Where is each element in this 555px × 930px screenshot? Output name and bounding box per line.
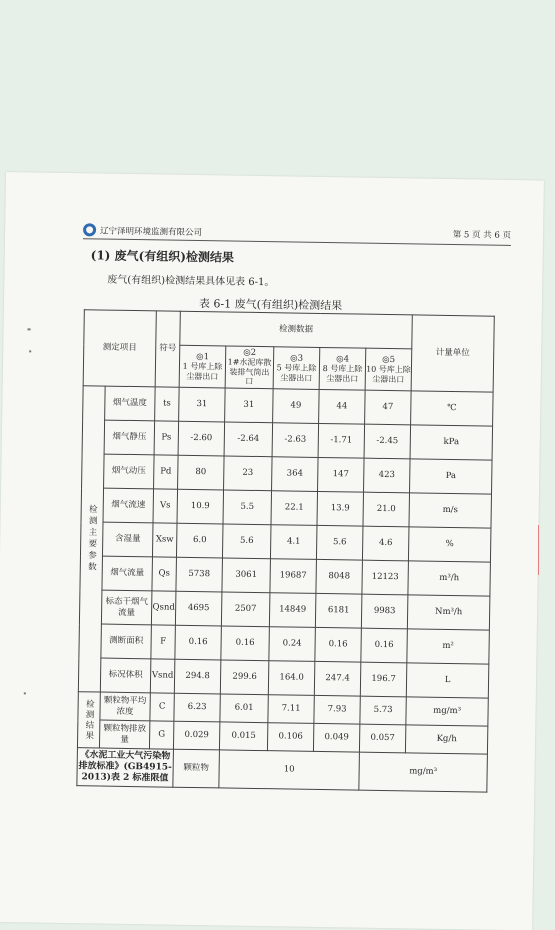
param-value: 196.7	[360, 662, 407, 697]
param-unit: kPa	[410, 425, 493, 460]
param-value: 5738	[176, 557, 223, 592]
param-name: 烟气动压	[104, 454, 155, 489]
param-value: 0.16	[315, 627, 362, 662]
param-name: 烟气流量	[102, 556, 153, 591]
param-value: -2.60	[178, 421, 225, 456]
intro-text: 废气(有组织)检测结果具体见表 6-1。	[107, 274, 275, 289]
param-symbol: Qs	[152, 557, 177, 591]
sampling-point-name: 10 号库上除尘器出口	[366, 364, 411, 384]
param-value: 5.6	[316, 525, 363, 560]
paper-mark	[28, 328, 31, 330]
param-name: 烟气流速	[103, 488, 154, 523]
param-value: 21.0	[363, 492, 410, 527]
param-value: 14849	[269, 593, 316, 628]
param-value: -2.45	[364, 424, 411, 459]
param-value: 80	[178, 455, 225, 490]
result-unit: Kg/h	[405, 725, 487, 754]
sampling-point-id: ◎2	[243, 347, 257, 358]
detect-data-header: 检测数据	[180, 311, 413, 349]
paper-mark	[24, 692, 26, 694]
param-symbol: Vsnd	[150, 659, 175, 693]
param-name: 烟气静压	[104, 420, 155, 455]
param-value: 0.24	[269, 627, 316, 662]
standard-limit: 10	[219, 750, 360, 790]
param-symbol: F	[151, 625, 176, 659]
param-value: 6181	[315, 593, 362, 628]
param-value: 6.0	[176, 523, 223, 558]
result-value: 6.23	[174, 693, 220, 722]
result-symbol: G	[149, 721, 173, 749]
param-value: 294.8	[174, 659, 221, 694]
result-unit: mg/m³	[406, 697, 488, 726]
param-value: 31	[225, 388, 274, 423]
param-value: 147	[318, 457, 365, 492]
result-value: 0.049	[313, 723, 359, 752]
result-value: 0.057	[359, 724, 405, 753]
standard-row	[77, 748, 488, 792]
param-value: 0.16	[221, 626, 270, 661]
standard-unit: mg/m³	[359, 752, 488, 792]
param-value: -2.63	[272, 423, 319, 458]
sampling-point-header	[225, 346, 274, 389]
param-symbol: Xsw	[152, 523, 177, 557]
param-value: 4.6	[362, 526, 409, 561]
param-unit: m/s	[409, 493, 492, 528]
param-unit: L	[406, 663, 489, 698]
param-value: 13.9	[317, 491, 364, 526]
result-value: 0.029	[173, 721, 219, 750]
param-value: 47	[365, 390, 412, 425]
item-header: 测定项目	[83, 310, 156, 387]
param-unit: m³/h	[408, 561, 491, 596]
unit-header: 计量单位	[411, 315, 494, 392]
param-value: -2.64	[224, 422, 273, 457]
result-value: 0.015	[219, 722, 267, 751]
header-row	[84, 310, 495, 350]
result-value: 7.93	[314, 695, 360, 724]
param-value: 22.1	[271, 491, 318, 526]
param-unit: ℃	[411, 391, 494, 426]
page-number: 第 5 页 共 6 页	[452, 230, 512, 241]
param-symbol: Ps	[154, 421, 179, 455]
param-unit: Pa	[410, 459, 493, 494]
sampling-point-id: ◎5	[382, 354, 396, 365]
param-value: 3061	[222, 558, 271, 593]
sampling-point-id: ◎1	[196, 351, 210, 363]
result-symbol: C	[150, 693, 174, 721]
param-value: 247.4	[314, 661, 361, 696]
sampling-point-name: 8 号库上除尘器出口	[322, 363, 363, 384]
param-value: 299.6	[220, 660, 269, 695]
result-value: 6.01	[220, 694, 268, 723]
param-value: 8048	[316, 559, 363, 594]
result-value: 0.106	[267, 723, 313, 752]
group-label-main: 检测主要参数	[78, 386, 105, 692]
section-title: (1) 废气(有组织)检测结果	[90, 248, 235, 265]
result-value: 5.73	[360, 696, 406, 725]
sampling-point-name: 5 号库上除尘器出口	[276, 363, 317, 383]
sampling-point-name: 1#水泥库散装排气筒出口	[227, 357, 272, 387]
param-value: 2507	[221, 592, 270, 627]
param-value: 164.0	[268, 661, 315, 696]
table-title: 表 6-1 废气(有组织)检测结果	[198, 297, 343, 313]
result-name: 颗粒物平均浓度	[100, 692, 150, 721]
param-value: 44	[319, 389, 366, 424]
standard-pollutant: 颗粒物	[173, 749, 220, 788]
param-value: 31	[179, 387, 226, 422]
param-name: 标态干烟气流量	[101, 590, 152, 625]
param-name: 测断面积	[101, 624, 152, 659]
symbol-header: 符号	[155, 311, 180, 387]
page-header	[83, 224, 511, 246]
param-value: 364	[272, 457, 319, 492]
param-value: 423	[364, 458, 411, 493]
sampling-point-header	[179, 345, 226, 388]
param-value: 5.6	[222, 524, 271, 559]
group-label-result: 检测结果	[77, 692, 100, 748]
param-value: 49	[273, 389, 320, 424]
sampling-point-header	[273, 347, 320, 390]
param-value: 5.5	[223, 490, 272, 525]
param-symbol: ts	[155, 387, 180, 421]
param-value: -1.71	[318, 423, 365, 458]
sampling-point-id: ◎4	[336, 354, 350, 365]
param-name: 含湿量	[102, 522, 153, 557]
company-name: 辽宁泽明环境监测有限公司	[99, 226, 203, 239]
sampling-point-name: 1 号库上除尘器出口	[182, 361, 223, 381]
param-unit: m²	[407, 629, 490, 664]
param-value: 4695	[175, 591, 222, 626]
document-page	[0, 172, 544, 930]
result-value: 7.11	[268, 695, 314, 724]
param-value: 19687	[270, 559, 317, 594]
param-value: 23	[224, 456, 273, 491]
company-logo-icon	[83, 223, 96, 236]
param-unit: Nm³/h	[407, 595, 490, 630]
param-name: 烟气温度	[105, 386, 156, 421]
stamp-edge	[538, 525, 555, 575]
sampling-point-header	[319, 347, 366, 390]
param-value: 10.9	[177, 489, 224, 524]
param-name: 标况体积	[100, 658, 151, 693]
standard-label: 《水泥工业大气污染物排放标准》(GB4915-2013)表 2 标准限值	[77, 748, 174, 788]
param-symbol: Vs	[153, 489, 178, 523]
paper-mark	[29, 350, 31, 352]
param-symbol: Qsnd	[151, 591, 176, 625]
sampling-point-id: ◎3	[290, 353, 304, 364]
sampling-point-header	[365, 348, 412, 391]
table-body	[77, 310, 494, 792]
results-table	[76, 309, 494, 792]
param-symbol: Pd	[154, 455, 179, 489]
param-value: 4.1	[270, 525, 317, 560]
param-value: 0.16	[175, 625, 222, 660]
param-value: 12123	[362, 560, 409, 595]
param-unit: %	[408, 527, 491, 562]
result-name: 颗粒物排放量	[99, 720, 149, 749]
param-value: 0.16	[361, 628, 408, 663]
param-value: 9983	[361, 594, 408, 629]
